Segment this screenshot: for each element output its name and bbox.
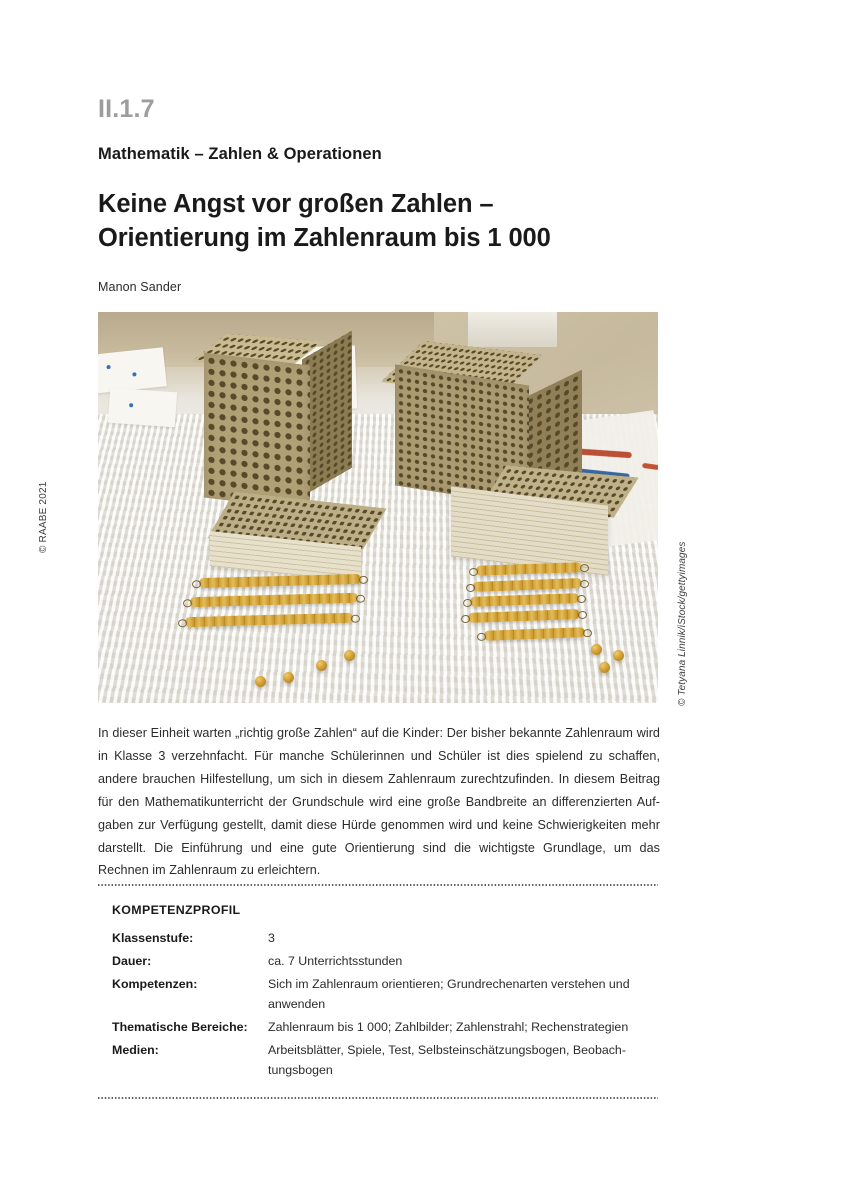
chapter-code: II.1.7: [98, 95, 155, 123]
page-title-line-1: Keine Angst vor großen Zahlen –: [98, 190, 494, 218]
profile-label: Thematische Bereiche:: [112, 1019, 248, 1034]
page-title: [98, 188, 678, 255]
photo-credit: © Tetyana Linnik/iStock/gettyimages: [677, 541, 688, 706]
photo-thousand-cube-left-front: [204, 352, 310, 510]
photo-rug-accent: [642, 462, 658, 469]
table-row: [112, 1040, 660, 1083]
competency-profile-table: [112, 928, 660, 1083]
photo-background-shelf: [468, 312, 558, 347]
profile-value: Arbeitsblätter, Spiele, Test, Selbsteinschätzungsbogen, Beobachtungsbogen: [268, 1042, 626, 1078]
profile-value: Zahlenraum bis 1 000; Zahlbilder; Zahlenstrahl; Rechenstrategien: [268, 1019, 629, 1034]
separator-bottom: [98, 1097, 658, 1099]
profile-label: Dauer:: [112, 953, 152, 968]
table-row: [112, 1017, 660, 1040]
subject-line: Mathematik – Zahlen & Operationen: [98, 145, 382, 163]
photo-number-card: [108, 388, 177, 428]
profile-label: Klassenstufe:: [112, 931, 194, 945]
competency-profile-heading: KOMPETENZPROFIL: [112, 903, 241, 917]
photo-canvas: [98, 312, 658, 703]
publisher-copyright: © RAABE 2021: [38, 481, 49, 553]
table-row: [112, 928, 660, 951]
page-title-line-2: Orientierung im Zahlenraum bis 1 000: [98, 223, 551, 252]
photo-number-card: [98, 347, 167, 393]
author-name: Manon Sander: [98, 280, 182, 294]
photo-unit-bead: [283, 672, 294, 683]
table-row: [112, 951, 660, 974]
profile-label: Medien:: [112, 1042, 159, 1057]
profile-value: 3: [268, 931, 275, 945]
separator-top: [98, 884, 658, 886]
profile-value: Sich im Zahlenraum orientieren; Grundrechenarten verstehen und anwenden: [268, 976, 630, 1012]
profile-label: Kompetenzen:: [112, 976, 198, 991]
photo-unit-bead: [255, 676, 266, 687]
hero-photo: [98, 312, 658, 703]
intro-paragraph: In dieser Einheit warten „richtig große Zahlen“ auf die Kinder: Der bisher bekannte Zahlenraum wird in Klasse 3 verzehnfacht. Für manche Schülerinnen und Schüler ist dies spielend zu schaffen, andere brauchen Hilfestellung, um sich in diesem Zahlenraum zurechtzufinden. In diesem Beitrag für den Mathematikunterricht der Grundschule wird eine große Bandbreite an differenzierten Aufgaben zur Verfügung gestellt, damit diese Hürde genommen wird und keine Schwierigkeiten mehr darstellt. Die Einführung und eine gute Orientierung sind die wichtigste Grundlage, um das Rechnen im Zahlenraum zu erleichtern.: [98, 726, 660, 878]
table-row: [112, 974, 660, 1017]
profile-value: ca. 7 Unterrichtsstunden: [268, 953, 403, 968]
